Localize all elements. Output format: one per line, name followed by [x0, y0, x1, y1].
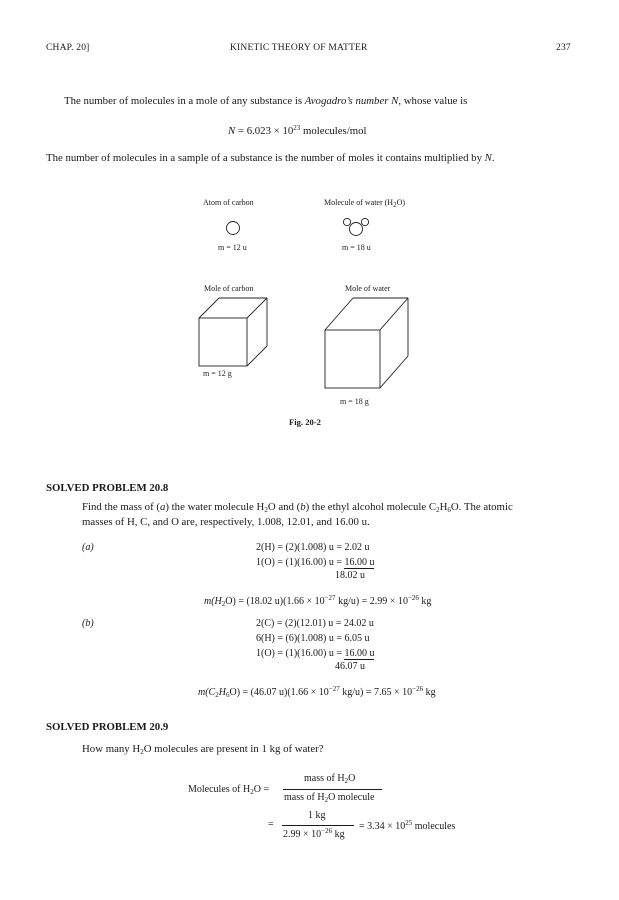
page-number: 237 [556, 43, 571, 53]
mole-of-carbon-label: Mole of carbon [204, 284, 254, 293]
part-b-result: $m(C_2H_6O) = (46.07$ $u)(1.66 \times 10^{-27}$ $kg/u) = 7.65 \times 10^{-26}$ kg [198, 685, 436, 699]
molecule-mass-label: m = 18 u [342, 243, 371, 252]
atom-of-carbon-label: Atom of carbon [203, 198, 254, 207]
part-b-line-hydrogen: 6(H) = (6)(1.008) u = 6.05 u [256, 633, 370, 644]
fraction-2-numerator: 1 kg [308, 810, 326, 821]
molecule-of-water-label: Molecule of water $(H_2O)$ [324, 198, 406, 209]
carbon-mole-cube-icon [199, 298, 267, 366]
chapter-label: CHAP. 20] [46, 43, 90, 53]
part-a-label: (a) [82, 542, 94, 553]
second-equals: = [268, 819, 274, 830]
fraction-2-denominator: $2.99 \times 10^{-26}$ kg [283, 827, 345, 840]
atom-mass-label: m = 12 u [218, 243, 247, 252]
carbon-atom-icon [227, 222, 240, 235]
intro-line-1: The number of molecules in a mole of any substance is Avogadro’s number N, whose value is [64, 95, 468, 107]
mole-of-water-label: Mole of water [345, 284, 391, 293]
molecules-result: = $3.34 \times 10^{25}$ molecules [359, 819, 456, 832]
mole-water-mass-label: m = 18 g [340, 397, 369, 406]
problem-20-9-question: How many $H_2O$ molecules are present in 1 kg of water? [82, 743, 324, 756]
problem-20-8-heading: SOLVED PROBLEM 20.8 [46, 482, 169, 494]
avogadro-term: Avogadro’s number N [304, 95, 399, 107]
fraction-2-bar [282, 825, 354, 826]
fraction-1-bar [283, 789, 382, 790]
problem-20-8-question-line-1: Find the mass of (a) the water molecule $H_2O$ and (b) the ethyl alcohol molecule $C_2H_6O$. The atomic [82, 501, 513, 514]
running-title: KINETIC THEORY OF MATTER [230, 43, 368, 53]
part-a-line-hydrogen: 2(H) = (2)(1.008) u = 2.02 u [256, 542, 370, 553]
problem-20-9-heading: SOLVED PROBLEM 20.9 [46, 721, 169, 733]
part-b-label: (b) [82, 618, 94, 629]
fraction-1-numerator: mass of $H_2O$ [304, 773, 356, 785]
part-b-line-oxygen: 1(O) = (1)(16.00) u = 16.00 u [256, 648, 375, 659]
part-a-result: $m(H_2O) = (18.02$ $u)(1.66 \times 10^{-27}$ $kg/u) = 2.99 \times 10^{-26}$ kg [204, 594, 432, 608]
part-a-line-oxygen: 1(O) = (1)(16.00) u = 16.00 u [256, 557, 375, 568]
water-mole-cube-icon [325, 298, 408, 388]
figure-caption: Fig. 20-2 [289, 417, 321, 427]
water-molecule-icon [343, 218, 368, 235]
problem-20-8-question-line-2: masses of H, C, and O are, respectively, 1.008, 12.01, and 16.00 u. [82, 516, 370, 528]
fraction-1-denominator: mass of $H_2O$ molecule [284, 792, 375, 804]
part-b-sum: 46.07 u [335, 661, 365, 672]
avogadro-equation: $N = 6.023 \times 10^{23}$ molecules/mol [228, 124, 367, 137]
part-b-line-carbon: 2(C) = (2)(12.01) u = 24.02 u [256, 618, 374, 629]
mole-carbon-mass-label: m = 12 g [203, 369, 232, 378]
intro-line-2: The number of molecules in a sample of a substance is the number of moles it contains multiplied by N. [46, 152, 495, 164]
molecules-lhs: Molecules of $H_2O$ = [188, 784, 270, 796]
part-a-sum: 18.02 u [335, 570, 365, 581]
